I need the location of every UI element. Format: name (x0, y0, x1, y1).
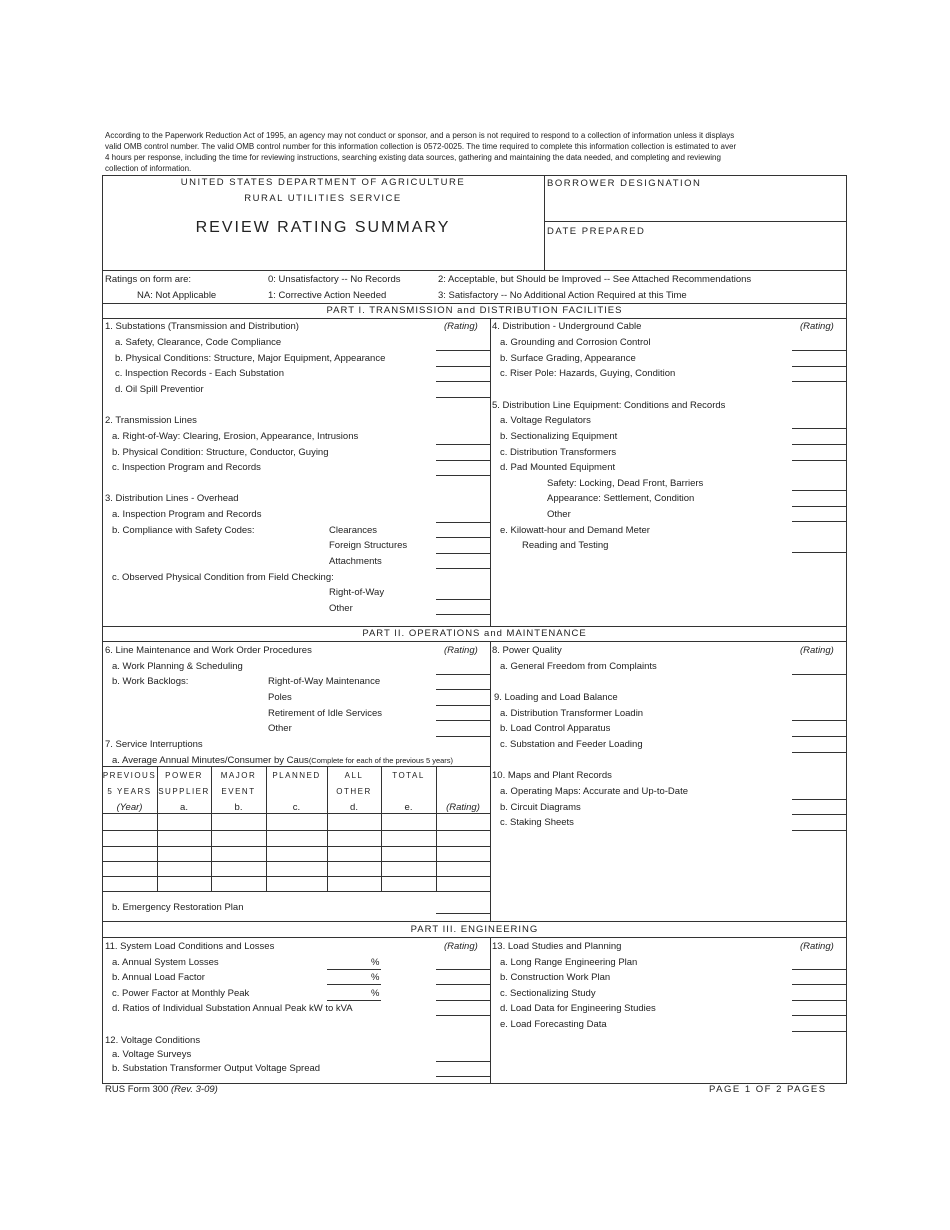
item-label: a. Safety, Clearance, Code Compliance (115, 337, 282, 348)
rating-field[interactable] (792, 799, 846, 800)
sub-item-label: Appearance: Settlement, Condition (547, 493, 695, 504)
rating-header: (Rating) (444, 645, 478, 656)
sub-item-label: Other (547, 509, 571, 520)
sub-item-label: Foreign Structures (329, 540, 408, 551)
col-header: OTHER (336, 787, 372, 796)
section-title: 8. Power Quality (492, 645, 562, 656)
item-label: a. Voltage Regulators (500, 415, 591, 426)
part-3-title: PART III. ENGINEERING (410, 924, 539, 935)
page-number: PAGE 1 OF 2 PAGES (709, 1084, 827, 1095)
sub-item-label: Right-of-Way Maintenance (268, 676, 381, 687)
item-label: b. Annual Load Factor (112, 972, 205, 983)
rating-field[interactable] (792, 720, 846, 721)
item-label: a. Grounding and Corrosion Control (500, 337, 651, 348)
date-prepared-field[interactable] (548, 240, 840, 266)
rating-field[interactable] (436, 599, 490, 600)
item-label: a. Long Range Engineering Plan (500, 957, 638, 968)
legend-1: 1: Corrective Action Needed (268, 290, 387, 301)
rating-field[interactable] (792, 969, 846, 970)
part-2-title: PART II. OPERATIONS and MAINTENANCE (362, 628, 587, 639)
rating-field[interactable] (792, 1000, 846, 1001)
item-label: a. General Freedom from Complaints (500, 661, 657, 672)
value-field[interactable] (327, 1000, 381, 1001)
item-label: b. Surface Grading, Appearance (500, 353, 636, 364)
sub-item-label: Right-of-Way (329, 587, 385, 598)
rating-field[interactable] (436, 522, 490, 523)
rating-field[interactable] (792, 366, 846, 367)
rating-field[interactable] (436, 460, 490, 461)
col-header: POWER (165, 771, 203, 780)
item-label: b. Physical Conditions: Structure, Major Equipment, Appearance (115, 353, 386, 364)
borrower-designation-field[interactable] (548, 193, 840, 217)
rating-field[interactable] (436, 705, 490, 706)
item-label: b. Sectionalizing Equipment (500, 431, 618, 442)
rating-header: (Rating) (444, 941, 478, 952)
form-revision: (Rev. 3-09) (171, 1084, 218, 1095)
rating-field[interactable] (436, 366, 490, 367)
percent-sign: % (371, 957, 380, 968)
item-label: a. Inspection Program and Records (112, 509, 262, 520)
rating-field[interactable] (792, 521, 846, 522)
sub-item-label: Clearances (329, 525, 378, 536)
sub-item-label: Other (268, 723, 292, 734)
rating-field[interactable] (436, 553, 490, 554)
rating-field[interactable] (792, 428, 846, 429)
service-name: RURAL UTILITIES SERVICE (244, 193, 402, 204)
rating-field[interactable] (792, 552, 846, 553)
rating-field[interactable] (436, 614, 490, 615)
value-field[interactable] (327, 984, 381, 985)
rating-header: (Rating) (800, 941, 834, 952)
item-label: Reading and Testing (522, 540, 609, 551)
item-label: c. Sectionalizing Study (500, 988, 596, 999)
notice-line: 4 hours per response, including the time for reviewing instructions, searching existing data sources, gathering and maintaining the data needed, and completing and reviewing (105, 153, 721, 162)
rating-field[interactable] (436, 475, 490, 476)
col-header: TOTAL (392, 771, 425, 780)
col-header: 5 YEARS (107, 787, 152, 796)
sub-item-label: Safety: Locking, Dead Front, Barriers (547, 478, 704, 489)
agency-name: UNITED STATES DEPARTMENT OF AGRICULTURE (180, 177, 466, 188)
item-note: (Complete for each of the previous 5 years) (308, 756, 454, 765)
item-label: c. Inspection Records - Each Substation (115, 368, 284, 379)
rating-field[interactable] (436, 969, 490, 970)
col-header: c. (292, 802, 301, 813)
value-field[interactable] (327, 969, 381, 970)
col-header: PLANNED (272, 771, 321, 780)
item-label: b. Construction Work Plan (500, 972, 611, 983)
item-label: b. Physical Condition: Structure, Conductor, Guying (112, 447, 329, 458)
item-label: a. Distribution Transformer Loadin (500, 708, 644, 719)
rating-field[interactable] (792, 460, 846, 461)
form-id: RUS Form 300 (105, 1084, 169, 1095)
item-label: d. Load Data for Engineering Studies (500, 1003, 656, 1014)
rating-field[interactable] (792, 830, 846, 831)
section-title: 11. System Load Conditions and Losses (105, 941, 275, 952)
item-label: a. Annual System Losses (112, 957, 219, 968)
sub-item-label: Poles (268, 692, 292, 703)
section-title: 7. Service Interruptions (105, 739, 203, 750)
rating-field[interactable] (792, 984, 846, 985)
section-title: 10. Maps and Plant Records (492, 770, 612, 781)
rating-field[interactable] (436, 397, 490, 398)
item-label (112, 755, 453, 766)
rating-header: (Rating) (800, 321, 834, 332)
percent-sign: % (371, 988, 380, 999)
item-label: c. Power Factor at Monthly Peak (112, 988, 250, 999)
item-label: a. Voltage Surveys (112, 1049, 192, 1060)
notice-line: valid OMB control number. The valid OMB control number for this information collection is 0572-0025. The time required to complete this information collection is estimated to aver (105, 142, 737, 151)
col-header: d. (350, 802, 358, 813)
section-title: 6. Line Maintenance and Work Order Procedures (105, 645, 312, 656)
rating-field[interactable] (792, 506, 846, 507)
percent-sign: % (371, 972, 380, 983)
rating-field[interactable] (792, 490, 846, 491)
item-label: b. Substation Transformer Output Voltage Spread (112, 1063, 321, 1074)
rating-field[interactable] (436, 1061, 490, 1062)
col-header: e. (404, 802, 413, 813)
rating-field[interactable] (792, 736, 846, 737)
legend-na: NA: Not Applicable (137, 290, 217, 301)
item-label: a. Operating Maps: Accurate and Up-to-Date (500, 786, 688, 797)
col-header: ALL (344, 771, 364, 780)
section-title: 5. Distribution Line Equipment: Conditions and Records (492, 400, 726, 411)
rating-field[interactable] (436, 1000, 490, 1001)
item-label: c. Inspection Program and Records (112, 462, 261, 473)
rating-field[interactable] (436, 689, 490, 690)
col-header: EVENT (221, 787, 256, 796)
item-label: b. Work Backlogs: (112, 676, 189, 687)
form-number (105, 1084, 218, 1095)
rating-field[interactable] (792, 350, 846, 351)
rating-header: (Rating) (800, 645, 834, 656)
sub-item-label: Other (329, 603, 353, 614)
item-label: b. Emergency Restoration Plan (112, 902, 244, 913)
section-title: 13. Load Studies and Planning (492, 941, 622, 952)
rating-field[interactable] (436, 537, 490, 538)
rating-field[interactable] (792, 381, 846, 382)
rating-field[interactable] (792, 674, 846, 675)
rating-field[interactable] (436, 444, 490, 445)
col-header: PREVIOUS (102, 771, 157, 780)
borrower-designation-label: BORROWER DESIGNATION (547, 178, 702, 189)
section-title: 3. Distribution Lines - Overhead (105, 493, 239, 504)
rating-field[interactable] (792, 1015, 846, 1016)
rating-field[interactable] (436, 568, 490, 569)
item-label: c. Staking Sheets (500, 817, 574, 828)
rating-field[interactable] (792, 752, 846, 753)
rating-field[interactable] (792, 814, 846, 815)
page-title: REVIEW RATING SUMMARY (195, 219, 451, 236)
item-label: d. Oil Spill Preventior (115, 384, 204, 395)
item-label: b. Circuit Diagrams (500, 802, 581, 813)
section-title: 9. Loading and Load Balance (494, 692, 618, 703)
item-label: e. Load Forecasting Data (500, 1019, 607, 1030)
rating-field[interactable] (436, 984, 490, 985)
item-label: c. Substation and Feeder Loading (500, 739, 643, 750)
rating-field[interactable] (436, 736, 490, 737)
section-title: 2. Transmission Lines (105, 415, 197, 426)
item-label-text: a. Average Annual Minutes/Consumer by Caus (112, 755, 309, 766)
item-label: c. Riser Pole: Hazards, Guying, Condition (500, 368, 676, 379)
part-1-title: PART I. TRANSMISSION and DISTRIBUTION FACILITIES (326, 305, 623, 316)
notice-line: According to the Paperwork Reduction Act of 1995, an agency may not conduct or sponsor, and a person is not required to respond to a collection of information unless it displays (105, 131, 735, 140)
col-header: MAJOR (220, 771, 257, 780)
item-label: a. Right-of-Way: Clearing, Erosion, Appearance, Intrusions (112, 431, 359, 442)
legend-3: 3: Satisfactory -- No Additional Action Required at this Time (438, 290, 687, 301)
col-header: (Year) (116, 802, 143, 813)
col-header: (Rating) (446, 802, 480, 813)
rating-field[interactable] (792, 444, 846, 445)
item-label: a. Work Planning & Scheduling (112, 661, 243, 672)
rating-field[interactable] (792, 1031, 846, 1032)
item-label: b. Load Control Apparatus (500, 723, 611, 734)
rating-field[interactable] (436, 1015, 490, 1016)
section-title: 4. Distribution - Underground Cable (492, 321, 642, 332)
rating-field[interactable] (436, 674, 490, 675)
item-label: b. Compliance with Safety Codes: (112, 525, 255, 536)
item-label: c. Distribution Transformers (500, 447, 617, 458)
interruptions-table-body[interactable] (103, 814, 489, 890)
date-prepared-label: DATE PREPARED (547, 226, 646, 237)
legend-0: 0: Unsatisfactory -- No Records (268, 274, 401, 285)
item-label: d. Ratios of Individual Substation Annual Peak kW to kVA (112, 1003, 353, 1014)
item-label: e. Kilowatt-hour and Demand Meter (500, 525, 650, 536)
legend-intro: Ratings on form are: (105, 274, 192, 285)
item-label: d. Pad Mounted Equipment (500, 462, 616, 473)
col-header: SUPPLIER (158, 787, 210, 796)
legend-2: 2: Acceptable, but Should be Improved -- See Attached Recommendations (438, 274, 752, 285)
rating-field[interactable] (436, 720, 490, 721)
sub-item-label: Attachments (329, 556, 382, 567)
section-title: 12. Voltage Conditions (105, 1035, 201, 1046)
item-label: c. Observed Physical Condition from Field Checking: (112, 572, 334, 583)
rating-field[interactable] (436, 350, 490, 351)
rating-field[interactable] (436, 913, 490, 914)
col-header: b. (234, 802, 243, 813)
sub-item-label: Retirement of Idle Services (268, 708, 383, 719)
col-header: a. (180, 802, 188, 813)
rating-field[interactable] (436, 1076, 490, 1077)
notice-line: collection of information. (105, 164, 192, 173)
rating-header: (Rating) (444, 321, 478, 332)
section-title: 1. Substations (Transmission and Distribution) (105, 321, 299, 332)
rating-field[interactable] (436, 381, 490, 382)
